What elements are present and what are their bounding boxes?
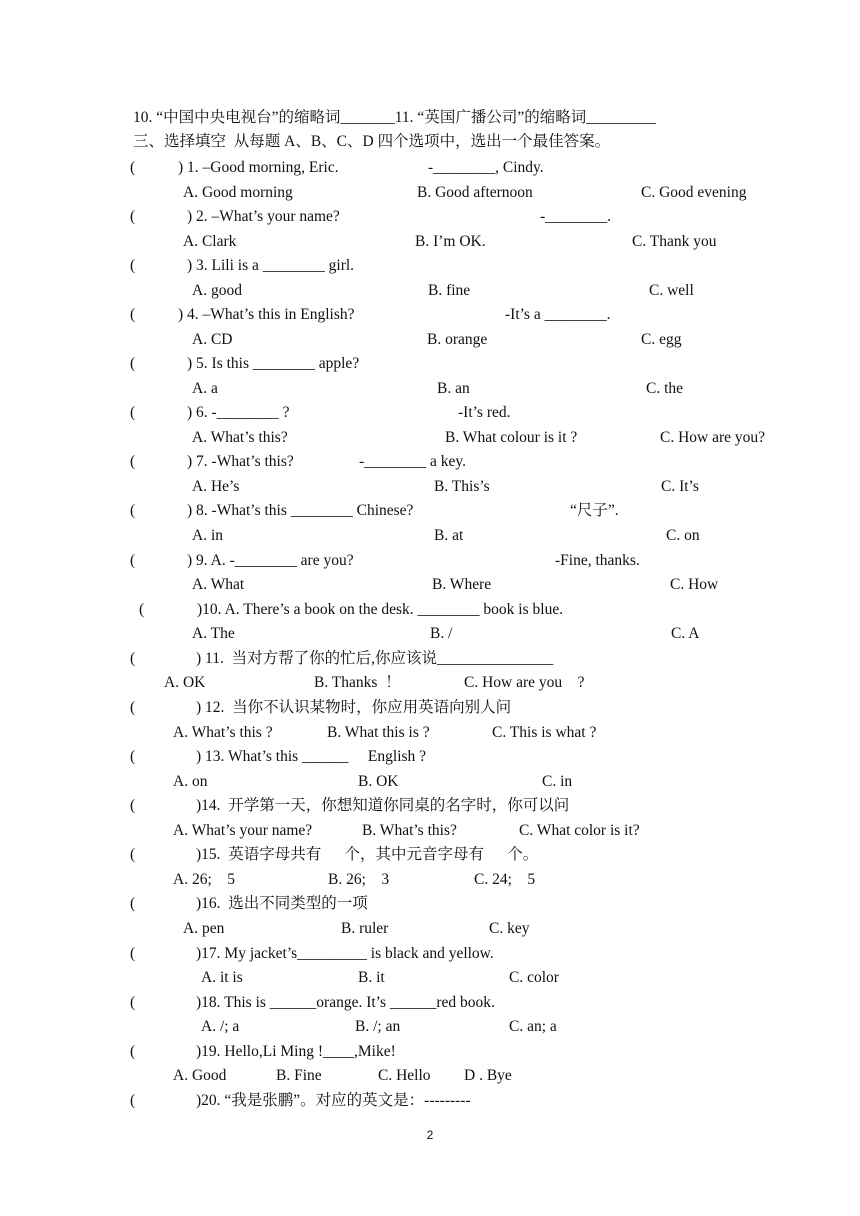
q7-option-c: C. It’s <box>661 478 699 495</box>
q7-option-b: B. This’s <box>434 478 490 495</box>
q7-response: -________ a key. <box>359 453 467 470</box>
q15-option-b: B. 26; 3 <box>328 871 390 888</box>
question-10-11-line: 10. “中国中央电视台”的缩略词_______11. “英国广播公司”的缩略词_________ <box>133 109 656 126</box>
q3-option-c: C. well <box>649 282 694 299</box>
q12-stem: ) 12. 当你不认识某物时，你应用英语向别人问 <box>196 699 512 716</box>
q10-option-c: C. A <box>671 625 700 642</box>
q8-stem: ) 8. -What’s this ________ Chinese? <box>187 502 414 519</box>
q10-paren: ( <box>139 601 145 618</box>
q9-response: -Fine, thanks. <box>555 552 640 569</box>
q16-option-b: B. ruler <box>341 920 389 937</box>
q19-option-a: A. Good <box>173 1067 227 1084</box>
q1-response: -________, Cindy. <box>428 159 544 176</box>
q2-option-a: A. Clark <box>183 233 237 250</box>
q15-option-c: C. 24; 5 <box>474 871 536 888</box>
q13-option-c: C. in <box>542 773 573 790</box>
q2-stem: ) 2. –What’s your name? <box>187 208 340 225</box>
q13-stem: ) 13. What’s this ______ English ? <box>196 748 427 765</box>
q3-paren: ( <box>130 257 136 274</box>
page-number: 2 <box>426 1128 434 1142</box>
q17-option-b: B. it <box>358 969 385 986</box>
q15-option-a: A. 26; 5 <box>173 871 235 888</box>
q8-option-c: C. on <box>666 527 700 544</box>
q14-paren: ( <box>130 797 136 814</box>
q2-response: -________. <box>540 208 612 225</box>
q17-option-c: C. color <box>509 969 559 986</box>
q17-stem: )17. My jacket’s_________ is black and yellow. <box>196 945 494 962</box>
q14-option-c: C. What color is it? <box>519 822 640 839</box>
q6-option-c: C. How are you? <box>660 429 766 446</box>
q12-option-b: B. What this is ? <box>327 724 430 741</box>
q3-option-b: B. fine <box>428 282 471 299</box>
q14-stem: )14. 开学第一天，你想知道你同桌的名字时，你可以问 <box>196 797 570 814</box>
q19-option-c: C. Hello <box>378 1067 431 1084</box>
q1-stem: ) 1. –Good morning, Eric. <box>178 159 339 176</box>
q1-option-c: C. Good evening <box>641 184 747 201</box>
q1-option-b: B. Good afternoon <box>417 184 533 201</box>
q19-stem: )19. Hello,Li Ming !____,Mike! <box>196 1043 396 1060</box>
q4-paren: ( <box>130 306 136 323</box>
q16-option-a: A. pen <box>183 920 225 937</box>
q4-option-c: C. egg <box>641 331 682 348</box>
q16-stem: )16. 选出不同类型的一项 <box>196 895 368 912</box>
q4-stem: ) 4. –What’s this in English? <box>178 306 355 323</box>
q6-paren: ( <box>130 404 136 421</box>
q2-paren: ( <box>130 208 136 225</box>
q9-option-a: A. What <box>192 576 245 593</box>
q7-paren: ( <box>130 453 136 470</box>
q17-option-a: A. it is <box>201 969 243 986</box>
q14-option-b: B. What’s this? <box>362 822 457 839</box>
q13-paren: ( <box>130 748 136 765</box>
q6-stem: ) 6. -________ ? <box>187 404 290 421</box>
q2-option-c: C. Thank you <box>632 233 717 250</box>
q4-option-b: B. orange <box>427 331 488 348</box>
q19-option-b: B. Fine <box>276 1067 322 1084</box>
q5-option-c: C. the <box>646 380 684 397</box>
q19-paren: ( <box>130 1043 136 1060</box>
q10-option-b: B. / <box>430 625 453 642</box>
q6-response: -It’s red. <box>458 404 511 421</box>
q12-option-c: C. This is what ? <box>492 724 597 741</box>
q18-option-c: C. an; a <box>509 1018 557 1035</box>
q11-paren: ( <box>130 650 136 667</box>
q5-option-a: A. a <box>192 380 218 397</box>
q3-option-a: A. good <box>192 282 242 299</box>
section-3-title: 三、选择填空 从每题 A、B、C、D 四个选项中，选出一个最佳答案。 <box>133 133 611 150</box>
q9-option-b: B. Where <box>432 576 492 593</box>
q5-option-b: B. an <box>437 380 470 397</box>
q16-paren: ( <box>130 895 136 912</box>
q13-option-a: A. on <box>173 773 208 790</box>
q20-stem: )20. “我是张鹏”。对应的英文是：--------- <box>196 1092 471 1109</box>
q20-paren: ( <box>130 1092 136 1109</box>
q1-option-a: A. Good morning <box>183 184 293 201</box>
q6-option-b: B. What colour is it ? <box>445 429 578 446</box>
q10-option-a: A. The <box>192 625 235 642</box>
q18-stem: )18. This is ______orange. It’s ______red book. <box>196 994 495 1011</box>
q1-paren: ( <box>130 159 136 176</box>
q4-response: -It’s a ________. <box>505 306 611 323</box>
q8-response: “尺子”. <box>570 502 619 519</box>
q14-option-a: A. What’s your name? <box>173 822 313 839</box>
q11-stem: ) 11. 当对方帮了你的忙后,你应该说_______________ <box>196 650 554 667</box>
q5-paren: ( <box>130 355 136 372</box>
q8-paren: ( <box>130 502 136 519</box>
q9-option-c: C. How <box>670 576 719 593</box>
q11-option-c: C. How are you ? <box>464 674 585 691</box>
q4-option-a: A. CD <box>192 331 233 348</box>
q9-stem: ) 9. A. -________ are you? <box>187 552 354 569</box>
q12-option-a: A. What’s this ? <box>173 724 273 741</box>
q6-option-a: A. What’s this? <box>192 429 288 446</box>
q9-paren: ( <box>130 552 136 569</box>
q8-option-b: B. at <box>434 527 464 544</box>
q15-stem: )15. 英语字母共有 个，其中元音字母有 个。 <box>196 846 539 863</box>
q10-stem: )10. A. There’s a book on the desk. ________ book is blue. <box>197 601 564 618</box>
q11-option-a: A. OK <box>164 674 206 691</box>
q5-stem: ) 5. Is this ________ apple? <box>187 355 360 372</box>
q18-paren: ( <box>130 994 136 1011</box>
q8-option-a: A. in <box>192 527 223 544</box>
q3-stem: ) 3. Lili is a ________ girl. <box>187 257 355 274</box>
q16-option-c: C. key <box>489 920 530 937</box>
q15-paren: ( <box>130 846 136 863</box>
q12-paren: ( <box>130 699 136 716</box>
q13-option-b: B. OK <box>358 773 399 790</box>
q2-option-b: B. I’m OK. <box>415 233 486 250</box>
q11-option-b: B. Thanks ！ <box>314 674 401 691</box>
q18-option-b: B. /; an <box>355 1018 401 1035</box>
q18-option-a: A. /; a <box>201 1018 240 1035</box>
q7-stem: ) 7. -What’s this? <box>187 453 294 470</box>
q17-paren: ( <box>130 945 136 962</box>
q19-option-d: D . Bye <box>464 1067 512 1084</box>
q7-option-a: A. He’s <box>192 478 240 495</box>
